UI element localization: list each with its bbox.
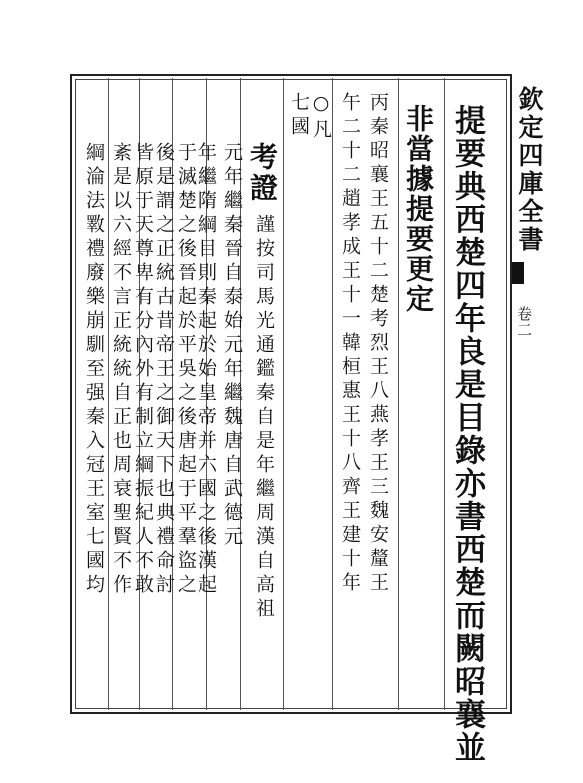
text-column-8: 元年繼秦晉自泰始元年繼魏唐自武德元	[221, 142, 243, 550]
column-rule	[108, 78, 109, 710]
kaozheng-heading: 考證	[246, 142, 279, 204]
column-rule	[283, 78, 284, 710]
fishtail-marker	[512, 262, 524, 284]
text-column-10: 于滅楚之後晉起於平吳之後唐起于平羣盜之	[175, 142, 197, 598]
column-rule	[398, 78, 399, 710]
text-column-6: 七國	[288, 92, 310, 140]
text-column-13: 紊是以六經不言正統統自正也周衰聖賢不作	[110, 142, 132, 598]
text-column-1: 提要典西楚四年良是目錄亦書西楚而闕昭襄並	[449, 104, 485, 764]
text-column-14: 綱淪法斁禮廢樂崩馴至强秦入冠王室七國均	[83, 142, 105, 598]
book-title: 欽定四庫全書	[515, 86, 544, 254]
column-rule	[444, 78, 445, 710]
text-column-7: 謹按司馬光通鑑秦自是年繼周漢自高祖	[253, 214, 275, 622]
column-rule	[332, 78, 333, 710]
text-column-3: 丙秦昭襄王五十二楚考烈王八燕孝王三魏安釐王	[367, 92, 389, 596]
volume-label: 卷二	[515, 306, 533, 338]
text-column-5: ○凡	[310, 92, 332, 143]
text-column-9: 年繼隋綱目則秦起於始皇帝并六國之後漢起	[195, 142, 217, 598]
text-column-12: 皆原于天尊卑有分內外有制立綱振紀人不敢	[132, 142, 154, 598]
text-column-11: 後是謂之正統古昔帝王之御天下也典禮命討	[153, 142, 175, 598]
text-column-2: 非當據提要更定	[402, 104, 435, 314]
text-column-4: 午二十二趙孝成王十一韓桓惠王十八齊王建十年	[339, 92, 361, 596]
